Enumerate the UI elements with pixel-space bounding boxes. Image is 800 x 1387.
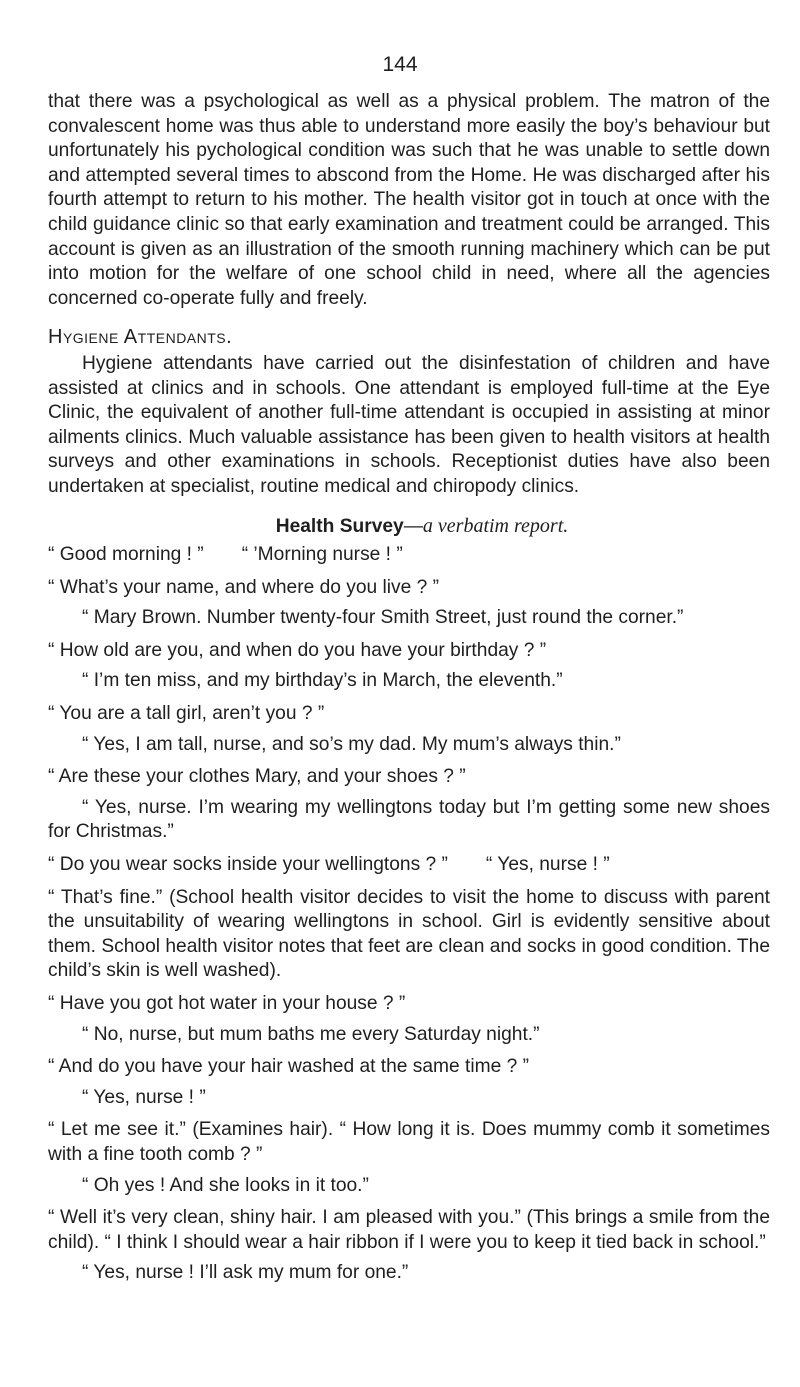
dialogue-line: “ Well it’s very clean, shiny hair. I am pleased with you.” (This brings a smile from the child). “ I think I should wear a hair ribbon if I were you to keep it tied back in school.” — [48, 1207, 770, 1253]
dialogue-reply: “ Yes, nurse ! I’ll ask my mum for one.” — [82, 1262, 409, 1284]
intro-paragraph: that there was a psychological as well as a physical problem. The matron of the convalescent home was thus able to understand more easily the boy’s behaviour but unfortunately his pychological condition was such that he was unable to settle down and attempted several times to abscond from the Home. He was discharged after his fourth attempt to return to his mother. The health visitor got in touch at once with the child guidance clinic so that early examination and treatment could be arranged. This account is given as an illustration of the smooth running machinery which can be put into motion for the welfare of one school child in need, where all the agencies concerned co-operate fully and freely. — [48, 91, 770, 309]
dialogue-reply: “ Yes, nurse ! ” — [82, 1086, 206, 1108]
dialogue-line: “ You are a tall girl, aren’t you ? ” — [48, 703, 325, 725]
dialogue-line: “ That’s fine.” (School health visitor decides to visit the home to discuss with parent the unsuitability of wearing wellingtons in school. Girl is evidently sensitive about them. School health visitor notes that feet are clean and socks in good condition. The child’s skin is well washed). — [48, 886, 770, 982]
dialogue-nurse: “ Good morning ! ” — [48, 544, 204, 566]
hygiene-paragraph: Hygiene attendants have carried out the disinfestation of children and have assisted at clinics and in schools. One attendant is employed full-time at the Eye Clinic, the equivalent of another full-time attendant is occupied in assisting at minor ailments clinics. Much valuable assistance has been given to health visitors at health surveys and other examinations in schools. Receptionist duties have also been undertaken at specialist, routine medical and chiropody clinics. — [48, 352, 770, 497]
dialogue-reply: “ Oh yes ! And she looks in it too.” — [82, 1174, 369, 1196]
dialogue-line: “ Are these your clothes Mary, and your shoes ? ” — [48, 766, 466, 788]
dialogue-line: “ And do you have your hair washed at the same time ? ” — [48, 1056, 530, 1078]
dialogue-reply: “ No, nurse, but mum baths me every Saturday night.” — [82, 1023, 540, 1045]
dialogue-reply: “ Yes, nurse. I’m wearing my wellingtons today but I’m getting some new shoes for Christmas.” — [48, 796, 770, 843]
body-text — [48, 90, 770, 1286]
survey-title-subtitle: a verbatim report. — [422, 514, 569, 537]
section-heading-hygiene-attendants: Hygiene Attendants. — [48, 326, 233, 349]
page-number: 144 — [382, 53, 418, 76]
dialogue-line — [48, 543, 770, 568]
dialogue-child: “ Yes, nurse ! ” — [485, 854, 610, 876]
survey-title-dash: — — [403, 515, 423, 537]
dialogue-reply: “ Mary Brown. Number twenty-four Smith Street, just round the corner.” — [82, 607, 684, 629]
dialogue-line — [48, 853, 770, 878]
dialogue-line: “ Have you got hot water in your house ? ” — [48, 993, 406, 1014]
dialogue-line: “ How old are you, and when do you have your birthday ? ” — [48, 639, 547, 661]
dialogue-line: “ What’s your name, and where do you live ? ” — [48, 576, 440, 598]
dialogue-line: “ Let me see it.” (Examines hair). “ How long it is. Does mummy comb it sometimes with a fine tooth comb ? ” — [48, 1119, 770, 1165]
dialogue-nurse: “ Do you wear socks inside your wellingtons ? ” — [48, 854, 448, 876]
survey-title — [48, 514, 770, 540]
survey-title-main: Health Survey — [275, 515, 404, 537]
dialogue-child: “ ’Morning nurse ! ” — [241, 544, 403, 566]
dialogue-reply: “ Yes, I am tall, nurse, and so’s my dad. My mum’s always thin.” — [82, 733, 621, 755]
dialogue-reply: “ I’m ten miss, and my birthday’s in March, the eleventh.” — [82, 670, 563, 692]
